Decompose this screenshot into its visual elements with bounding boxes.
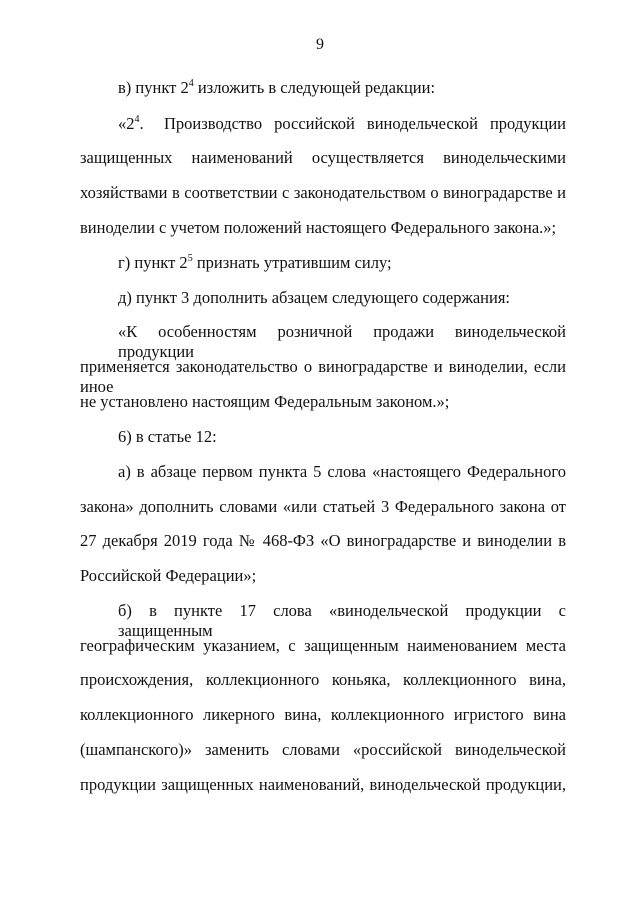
para-2-4-first-line-text: Производство российской винодельческой продукции [164,114,566,133]
item-a-line-4: Российской Федерации»; [80,566,257,585]
para-2-4-superscript: 4 [134,114,140,125]
item-g-suffix: признать утратившим силу; [192,253,392,272]
item-b-line-5: (шампанского)» заменить словами «российской винодельческой [80,740,566,759]
para-2-4-line-2: защищенных наименований осуществляется винодельческими [80,148,566,167]
item-v-suffix: изложить в следующей редакции: [193,78,436,97]
para-2-4-line-4: виноделии с учетом положений настоящего Федерального закона.»; [80,218,557,237]
para-retail-line-3: не установлено настоящим Федеральным законом.»; [80,392,450,411]
item-v-superscript: 4 [188,78,194,89]
item-a-line-1: а) в абзаце первом пункта 5 слова «настоящего Федерального [118,462,566,481]
para-2-4-number [118,114,164,134]
para-2-4-first-line [118,114,566,134]
para-2-4-open-quote: «2 [118,114,135,133]
item-b-line-6: продукции защищенных наименований, винодельческой продукции, [80,775,566,794]
item-g-prefix: г) пункт 2 [118,253,188,272]
item-d-line: д) пункт 3 дополнить абзацем следующего содержания: [118,288,510,307]
para-retail-line-1: «К особенностям розничной продажи винодельческой продукции [118,322,566,361]
item-b-line-4: коллекционного ликерного вина, коллекционного игристого вина [80,705,566,724]
item-v-prefix: в) пункт 2 [118,78,189,97]
item-a-line-2: закона» дополнить словами «или статьей 3 Федерального закона от [80,497,566,516]
item-v-line [118,78,566,98]
para-2-4-dot: . [139,114,144,133]
item-b-line-3: происхождения, коллекционного коньяка, коллекционного вина, [80,670,566,689]
item-b-line-2: географическим указанием, с защищенным наименованием места [80,636,566,655]
para-2-4-line-3: хозяйствами в соответствии с законодательством о виноградарстве и [80,183,566,202]
para-retail-line-2: применяется законодательство о виноградарстве и виноделии, если иное [80,357,566,396]
item-a-line-3: 27 декабря 2019 года № 468-ФЗ «О виноградарстве и виноделии в [80,531,566,550]
page-number: 9 [316,36,324,53]
item-g-line [118,253,566,273]
item-b-line-1: б) в пункте 17 слова «винодельческой продукции с защищенным [118,601,566,640]
item-6-line: 6) в статье 12: [118,427,217,446]
item-g-superscript: 5 [187,253,193,264]
